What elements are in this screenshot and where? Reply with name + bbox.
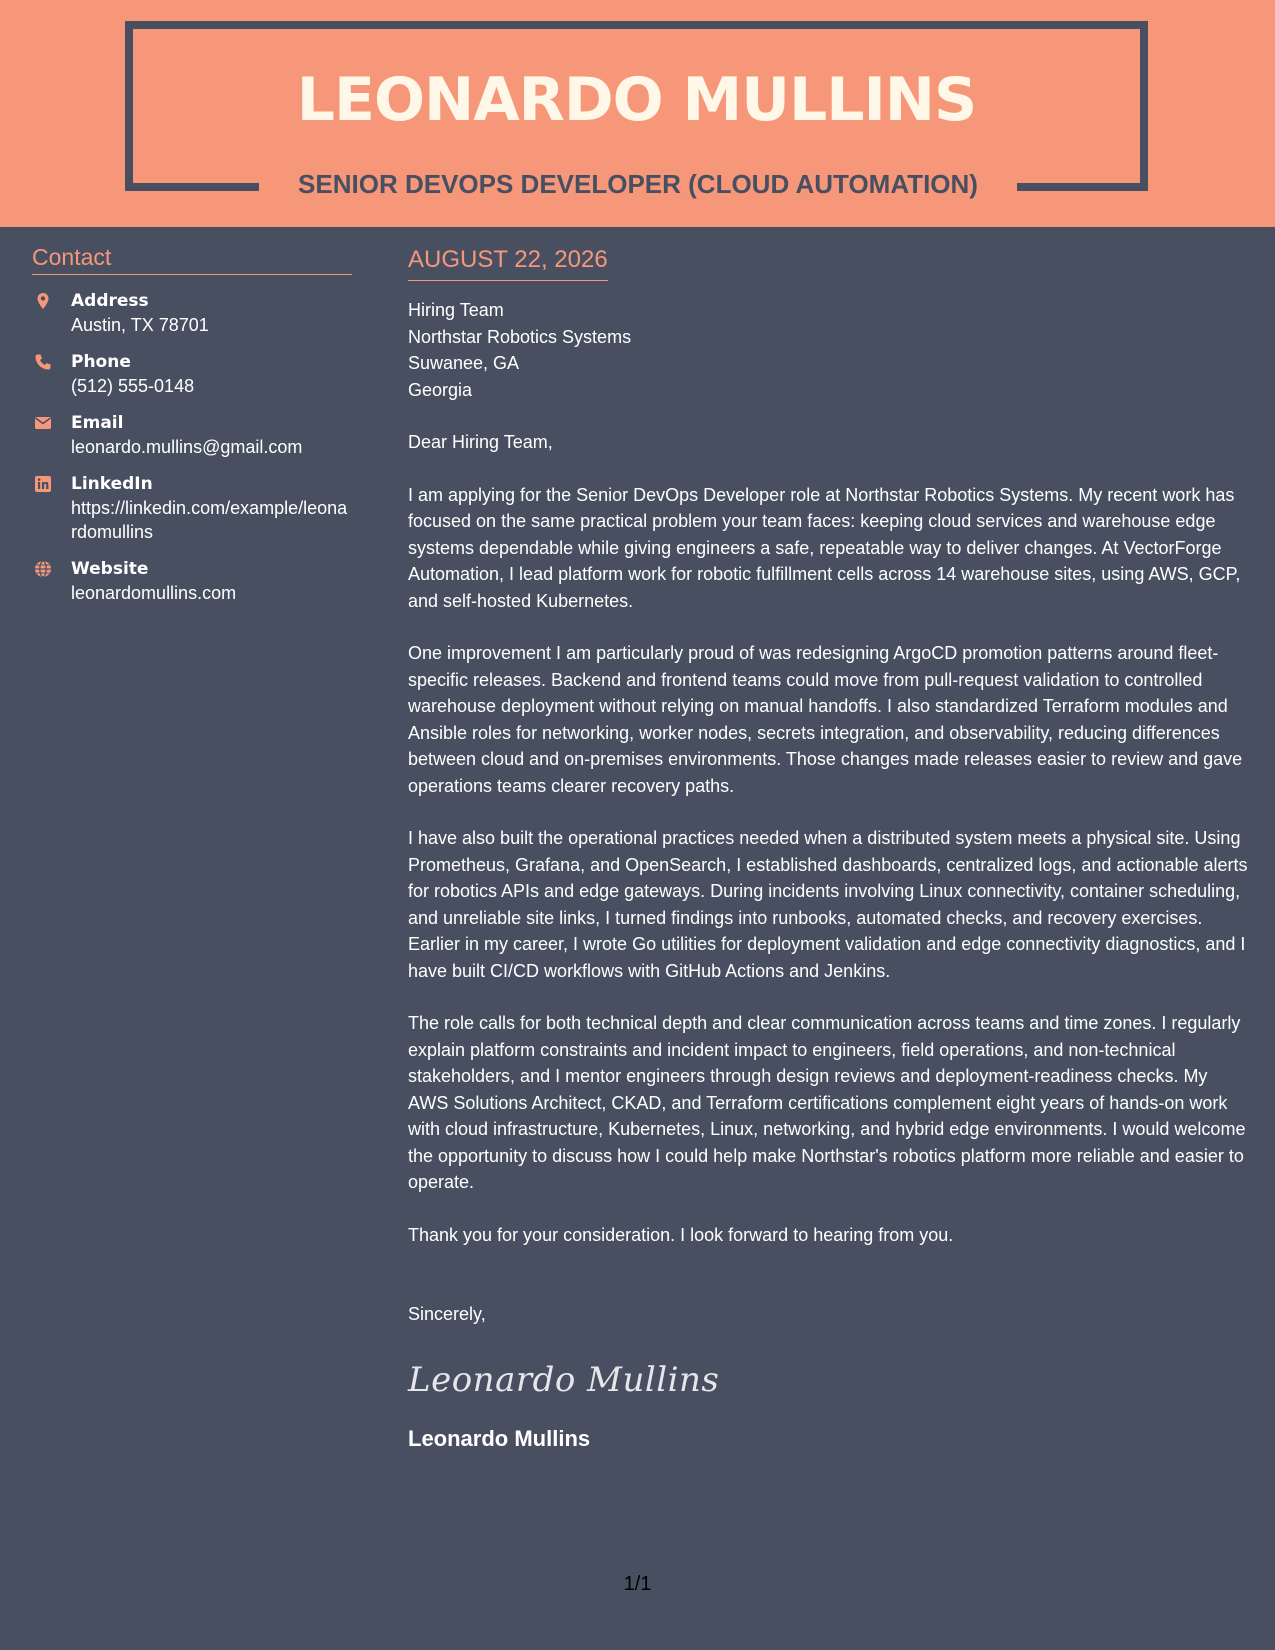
salutation: Dear Hiring Team, [408, 432, 553, 452]
signer-name: Leonardo Mullins [408, 1425, 591, 1451]
contact-label: Phone [71, 352, 131, 372]
contact-label: Website [71, 559, 149, 579]
contact-sidebar [32, 242, 352, 618]
body-paragraph: The role calls for both technical depth and clear communication across teams and time zones. I regularly explain platform constraints and incident impact to engineers, field operations, and non-technical stakeholders, and I mentor engineers through design reviews and deployment-readiness checks. My AWS Solutions Architect, CKAD, and Terraform certifications complement eight years of hands-on work with cloud infrastructure, Kubernetes, Linux, networking, and hybrid edge environments. I would welcome the opportunity to discuss how I could help make Northstar's robotics platform more reliable and easier to operate. [408, 1013, 1246, 1192]
recipient-line: Northstar Robotics Systems [408, 326, 632, 347]
email-value[interactable]: leonardo.mullins@gmail.com [71, 437, 303, 457]
location-pin-icon [32, 289, 71, 337]
body-paragraph: One improvement I am particularly proud of was redesigning ArgoCD promotion patterns around fleet-specific releases. Backend and frontend teams could move from pull-request validation to controlled warehouse deployment without relying on manual handoffs. I also standardized Terraform modules and Ansible roles for networking, worker nodes, secrets integration, and observability, reducing differences between cloud and on-premises environments. Those changes made releases easier to review and gave operations teams clearer recovery paths. [408, 643, 1243, 796]
recipient-line: Georgia [408, 379, 473, 400]
linkedin-icon [32, 472, 71, 544]
header-frame-bottom-right [1017, 183, 1148, 191]
website-url[interactable]: leonardomullins.com [71, 583, 237, 603]
page-number: 1/1 [623, 1573, 652, 1595]
recipient-line: Suwanee, GA [408, 353, 520, 373]
header-frame-top [125, 21, 1148, 29]
recipient-line: Hiring Team [408, 300, 504, 320]
header-banner [0, 0, 1275, 227]
body-paragraph: Thank you for your consideration. I look forward to hearing from you. [408, 1224, 954, 1245]
contact-heading: Contact [32, 242, 352, 275]
envelope-icon [32, 411, 71, 459]
phone-value: (512) 555-0148 [71, 376, 195, 396]
globe-icon [32, 557, 71, 605]
closing: Sincerely, [408, 1304, 486, 1324]
candidate-name: LEONARDO MULLINS [296, 65, 977, 135]
contact-item-email [32, 411, 352, 459]
contact-label: LinkedIn [71, 474, 153, 494]
letter-date: AUGUST 22, 2026 [408, 244, 608, 281]
linkedin-url[interactable]: https://linkedin.com/example/leonardomullins [71, 498, 348, 542]
header-frame-bottom-left [125, 183, 259, 191]
body-paragraph: I am applying for the Senior DevOps Developer role at Northstar Robotics Systems. My recent work has focused on the same practical problem your team faces: keeping cloud services and warehouse edge systems dependable while giving engineers a safe, repeatable way to deliver changes. At VectorForge Automation, I lead platform work for robotic fulfillment cells across 14 warehouse sites, using AWS, GCP, and self-hosted Kubernetes. [408, 484, 1241, 611]
phone-icon [32, 350, 71, 398]
contact-item-linkedin [32, 472, 352, 544]
contact-label: Email [71, 413, 124, 433]
contact-item-phone [32, 350, 352, 398]
contact-label: Address [71, 291, 149, 311]
address-value: Austin, TX 78701 [71, 315, 209, 335]
letter-body [408, 244, 1248, 1454]
contact-list [32, 289, 352, 605]
contact-item-website [32, 557, 352, 605]
handwritten-signature: Leonardo Mullins [408, 1359, 720, 1400]
job-title: SENIOR DEVOPS DEVELOPER (CLOUD AUTOMATION) [298, 169, 978, 199]
body-paragraph: I have also built the operational practices needed when a distributed system meets a physical site. Using Prometheus, Grafana, and OpenSearch, I established dashboards, centralized logs, and actionable alerts for robotics APIs and edge gateways. During incidents involving Linux connectivity, container scheduling, and unreliable site links, I turned findings into runbooks, automated checks, and recovery exercises. Earlier in my career, I wrote Go utilities for deployment validation and edge connectivity diagnostics, and I have built CI/CD workflows with GitHub Actions and Jenkins. [408, 828, 1248, 981]
recipient-block [408, 297, 1248, 403]
contact-item-address [32, 289, 352, 337]
